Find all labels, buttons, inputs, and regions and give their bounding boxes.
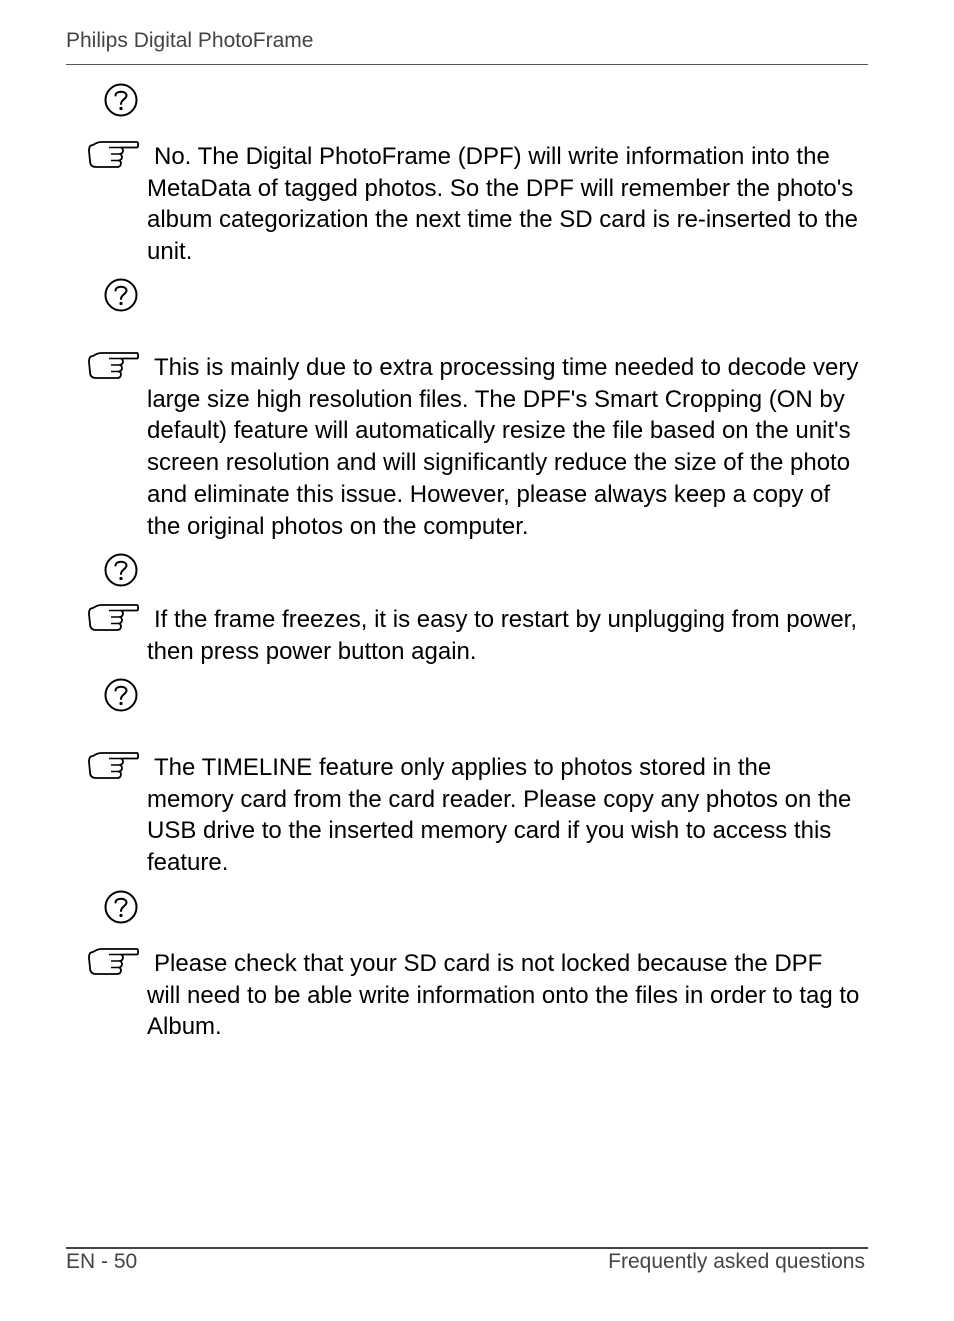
question-circle-icon [103,277,139,313]
pointing-hand-icon [87,350,139,380]
faq-answer-1: No. The Digital PhotoFrame (DPF) will write information into the MetaData of tagged photos. So the DPF will remember the photo's album categorization the next time the SD card is re-inserted to the unit. [147,143,859,266]
pointing-hand-icon [87,946,139,976]
faq-answer-4: The TIMELINE feature only applies to photos stored in the memory card from the card reader. Please copy any photos on the USB drive to the inserted memory card if you wish to access this feature. [147,754,852,877]
question-circle-icon [103,677,139,713]
section-title: Frequently asked questions [608,1250,865,1273]
question-circle-icon [103,82,139,118]
faq-answer-5: Please check that your SD card is not locked because the DPF will need to be able write information onto the files in order to tag to Album. [147,950,860,1041]
page-number: EN - 50 [66,1250,138,1273]
header-rule [66,64,868,65]
pointing-hand-icon [87,139,139,169]
pointing-hand-icon [87,750,139,780]
faq-answer-3: If the frame freezes, it is easy to restart by unplugging from power, then press power button again. [147,606,857,665]
question-circle-icon [103,889,139,925]
footer-rule [66,1247,868,1249]
question-circle-icon [103,552,139,588]
pointing-hand-icon [87,602,139,632]
running-header: Philips Digital PhotoFrame [66,29,314,52]
faq-answer-2: This is mainly due to extra processing time needed to decode very large size high resolution files. The DPF's Smart Cropping (ON by default) feature will automatically resize the file based on the unit's screen resolution and will significantly reduce the size of the photo and eliminate this issue. However, please always keep a copy of the original photos on the computer. [147,354,859,540]
